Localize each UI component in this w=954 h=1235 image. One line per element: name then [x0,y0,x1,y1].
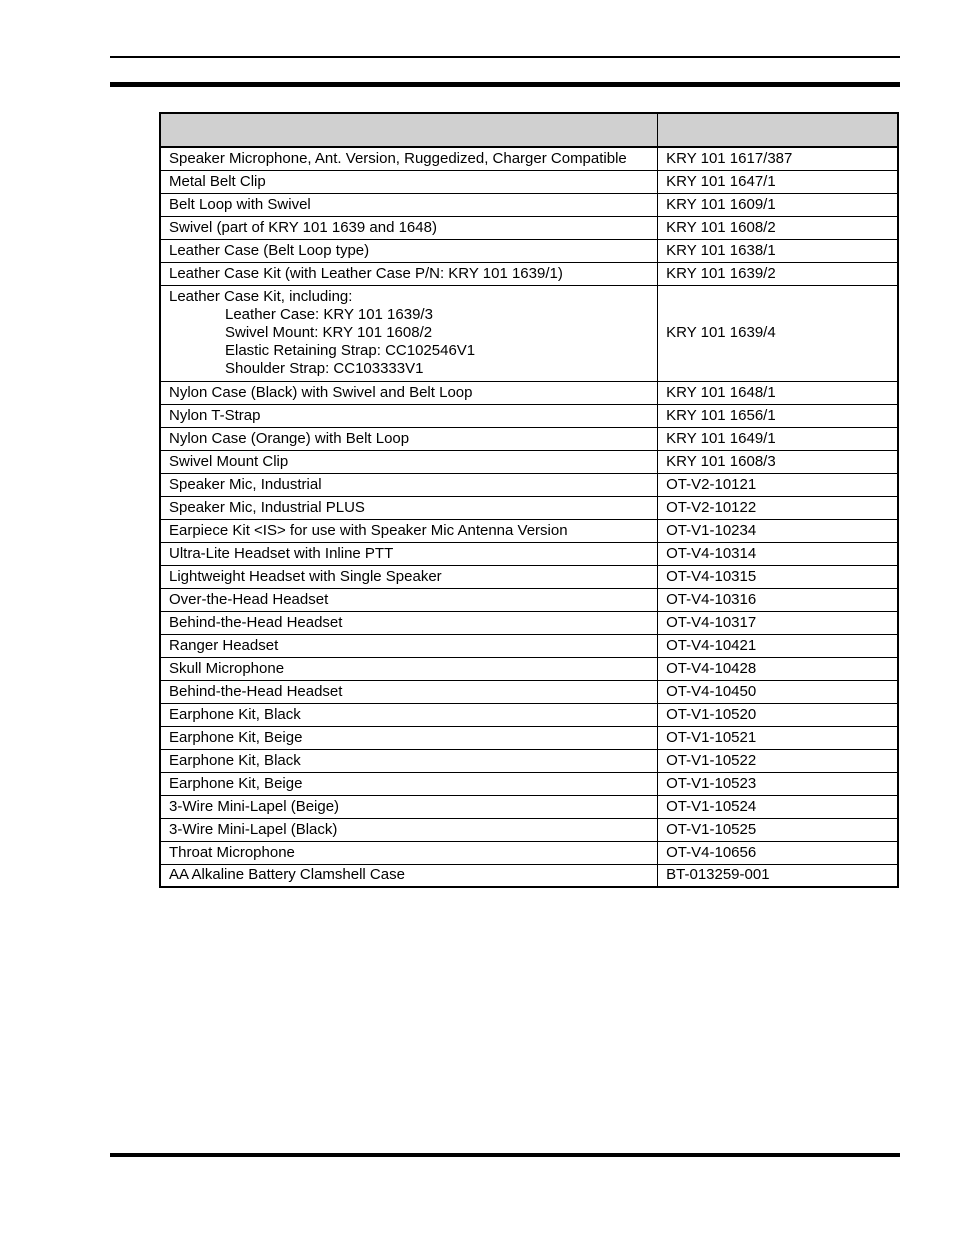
description-cell: AA Alkaline Battery Clamshell Case [160,864,658,887]
table-row [160,611,898,634]
table-row [160,427,898,450]
table-row [160,193,898,216]
table-row [160,404,898,427]
description-cell: Over-the-Head Headset [160,588,658,611]
part-number-cell: OT-V1-10524 [658,795,898,818]
description-cell: Speaker Mic, Industrial [160,473,658,496]
table-row [160,381,898,404]
part-number-cell: OT-V1-10522 [658,749,898,772]
description-cell: Earphone Kit, Beige [160,772,658,795]
part-number-cell: OT-V4-10421 [658,634,898,657]
header-rule-thick [110,82,900,87]
description-cell: Earphone Kit, Black [160,749,658,772]
kit-item: Swivel Mount: KRY 101 1608/2 [225,324,433,341]
description-cell: Swivel Mount Clip [160,450,658,473]
description-cell: Nylon T-Strap [160,404,658,427]
table-body [160,147,898,887]
table-row [160,588,898,611]
kit-item: Shoulder Strap: CC103333V1 [225,360,424,377]
description-cell: Throat Microphone [160,841,658,864]
part-number-cell: KRY 101 1608/2 [658,216,898,239]
description-cell: Leather Case Kit (with Leather Case P/N: KRY 101 1639/1) [160,262,658,285]
part-number-cell: KRY 101 1608/3 [658,450,898,473]
kit-part-number-cell: KRY 101 1639/4 [658,285,898,381]
footer-rule [110,1153,900,1157]
part-number-cell: OT-V1-10525 [658,818,898,841]
table-row [160,450,898,473]
part-number-cell: KRY 101 1638/1 [658,239,898,262]
description-cell: Ranger Headset [160,634,658,657]
table-row [160,634,898,657]
description-cell: Earpiece Kit <IS> for use with Speaker Mic Antenna Version [160,519,658,542]
table-header-row [160,113,898,147]
kit-description-cell [160,285,658,381]
part-number-cell: OT-V1-10520 [658,703,898,726]
part-number-cell: OT-V1-10521 [658,726,898,749]
table-row [160,864,898,887]
table-row [160,818,898,841]
part-number-cell: KRY 101 1617/387 [658,147,898,170]
part-number-cell: KRY 101 1648/1 [658,381,898,404]
part-number-cell: OT-V4-10450 [658,680,898,703]
description-cell: 3-Wire Mini-Lapel (Beige) [160,795,658,818]
part-number-cell: KRY 101 1639/2 [658,262,898,285]
part-number-cell: OT-V4-10315 [658,565,898,588]
description-cell: Swivel (part of KRY 101 1639 and 1648) [160,216,658,239]
table-row [160,680,898,703]
header-rule-thin [110,56,900,58]
part-number-cell: BT-013259-001 [658,864,898,887]
description-cell: 3-Wire Mini-Lapel (Black) [160,818,658,841]
table-row [160,565,898,588]
description-cell: Leather Case (Belt Loop type) [160,239,658,262]
table-row [160,726,898,749]
part-number-cell: OT-V4-10316 [658,588,898,611]
part-number-cell: OT-V4-10317 [658,611,898,634]
description-cell: Speaker Microphone, Ant. Version, Ruggedized, Charger Compatible [160,147,658,170]
part-number-cell: KRY 101 1609/1 [658,193,898,216]
part-number-cell: KRY 101 1647/1 [658,170,898,193]
description-cell: Skull Microphone [160,657,658,680]
table-row [160,703,898,726]
description-cell: Belt Loop with Swivel [160,193,658,216]
table-row [160,216,898,239]
table-row [160,147,898,170]
part-number-cell: OT-V1-10234 [658,519,898,542]
description-cell: Earphone Kit, Beige [160,726,658,749]
kit-item: Leather Case: KRY 101 1639/3 [225,306,433,323]
part-number-cell: OT-V4-10428 [658,657,898,680]
table-row [160,170,898,193]
description-cell: Nylon Case (Orange) with Belt Loop [160,427,658,450]
description-cell: Behind-the-Head Headset [160,611,658,634]
description-cell: Ultra-Lite Headset with Inline PTT [160,542,658,565]
description-cell: Nylon Case (Black) with Swivel and Belt Loop [160,381,658,404]
table-row [160,262,898,285]
table-row [160,519,898,542]
table-row [160,542,898,565]
description-cell: Behind-the-Head Headset [160,680,658,703]
table-row [160,772,898,795]
table-row-kit [160,285,898,381]
table-row [160,841,898,864]
header-part-number [658,113,898,147]
part-number-cell: KRY 101 1656/1 [658,404,898,427]
description-cell: Speaker Mic, Industrial PLUS [160,496,658,519]
description-cell: Earphone Kit, Black [160,703,658,726]
description-cell: Metal Belt Clip [160,170,658,193]
part-number-cell: KRY 101 1649/1 [658,427,898,450]
kit-title: Leather Case Kit, including: [169,288,353,305]
part-number-cell: OT-V2-10122 [658,496,898,519]
kit-item: Elastic Retaining Strap: CC102546V1 [225,342,476,359]
part-number-cell: OT-V2-10121 [658,473,898,496]
part-number-cell: OT-V1-10523 [658,772,898,795]
part-number-cell: OT-V4-10314 [658,542,898,565]
part-number-cell: OT-V4-10656 [658,841,898,864]
description-cell: Lightweight Headset with Single Speaker [160,565,658,588]
table-row [160,795,898,818]
accessories-table [159,112,899,888]
table-row [160,657,898,680]
table-row [160,473,898,496]
header-description [160,113,658,147]
table-row [160,749,898,772]
table-row [160,239,898,262]
table-row [160,496,898,519]
